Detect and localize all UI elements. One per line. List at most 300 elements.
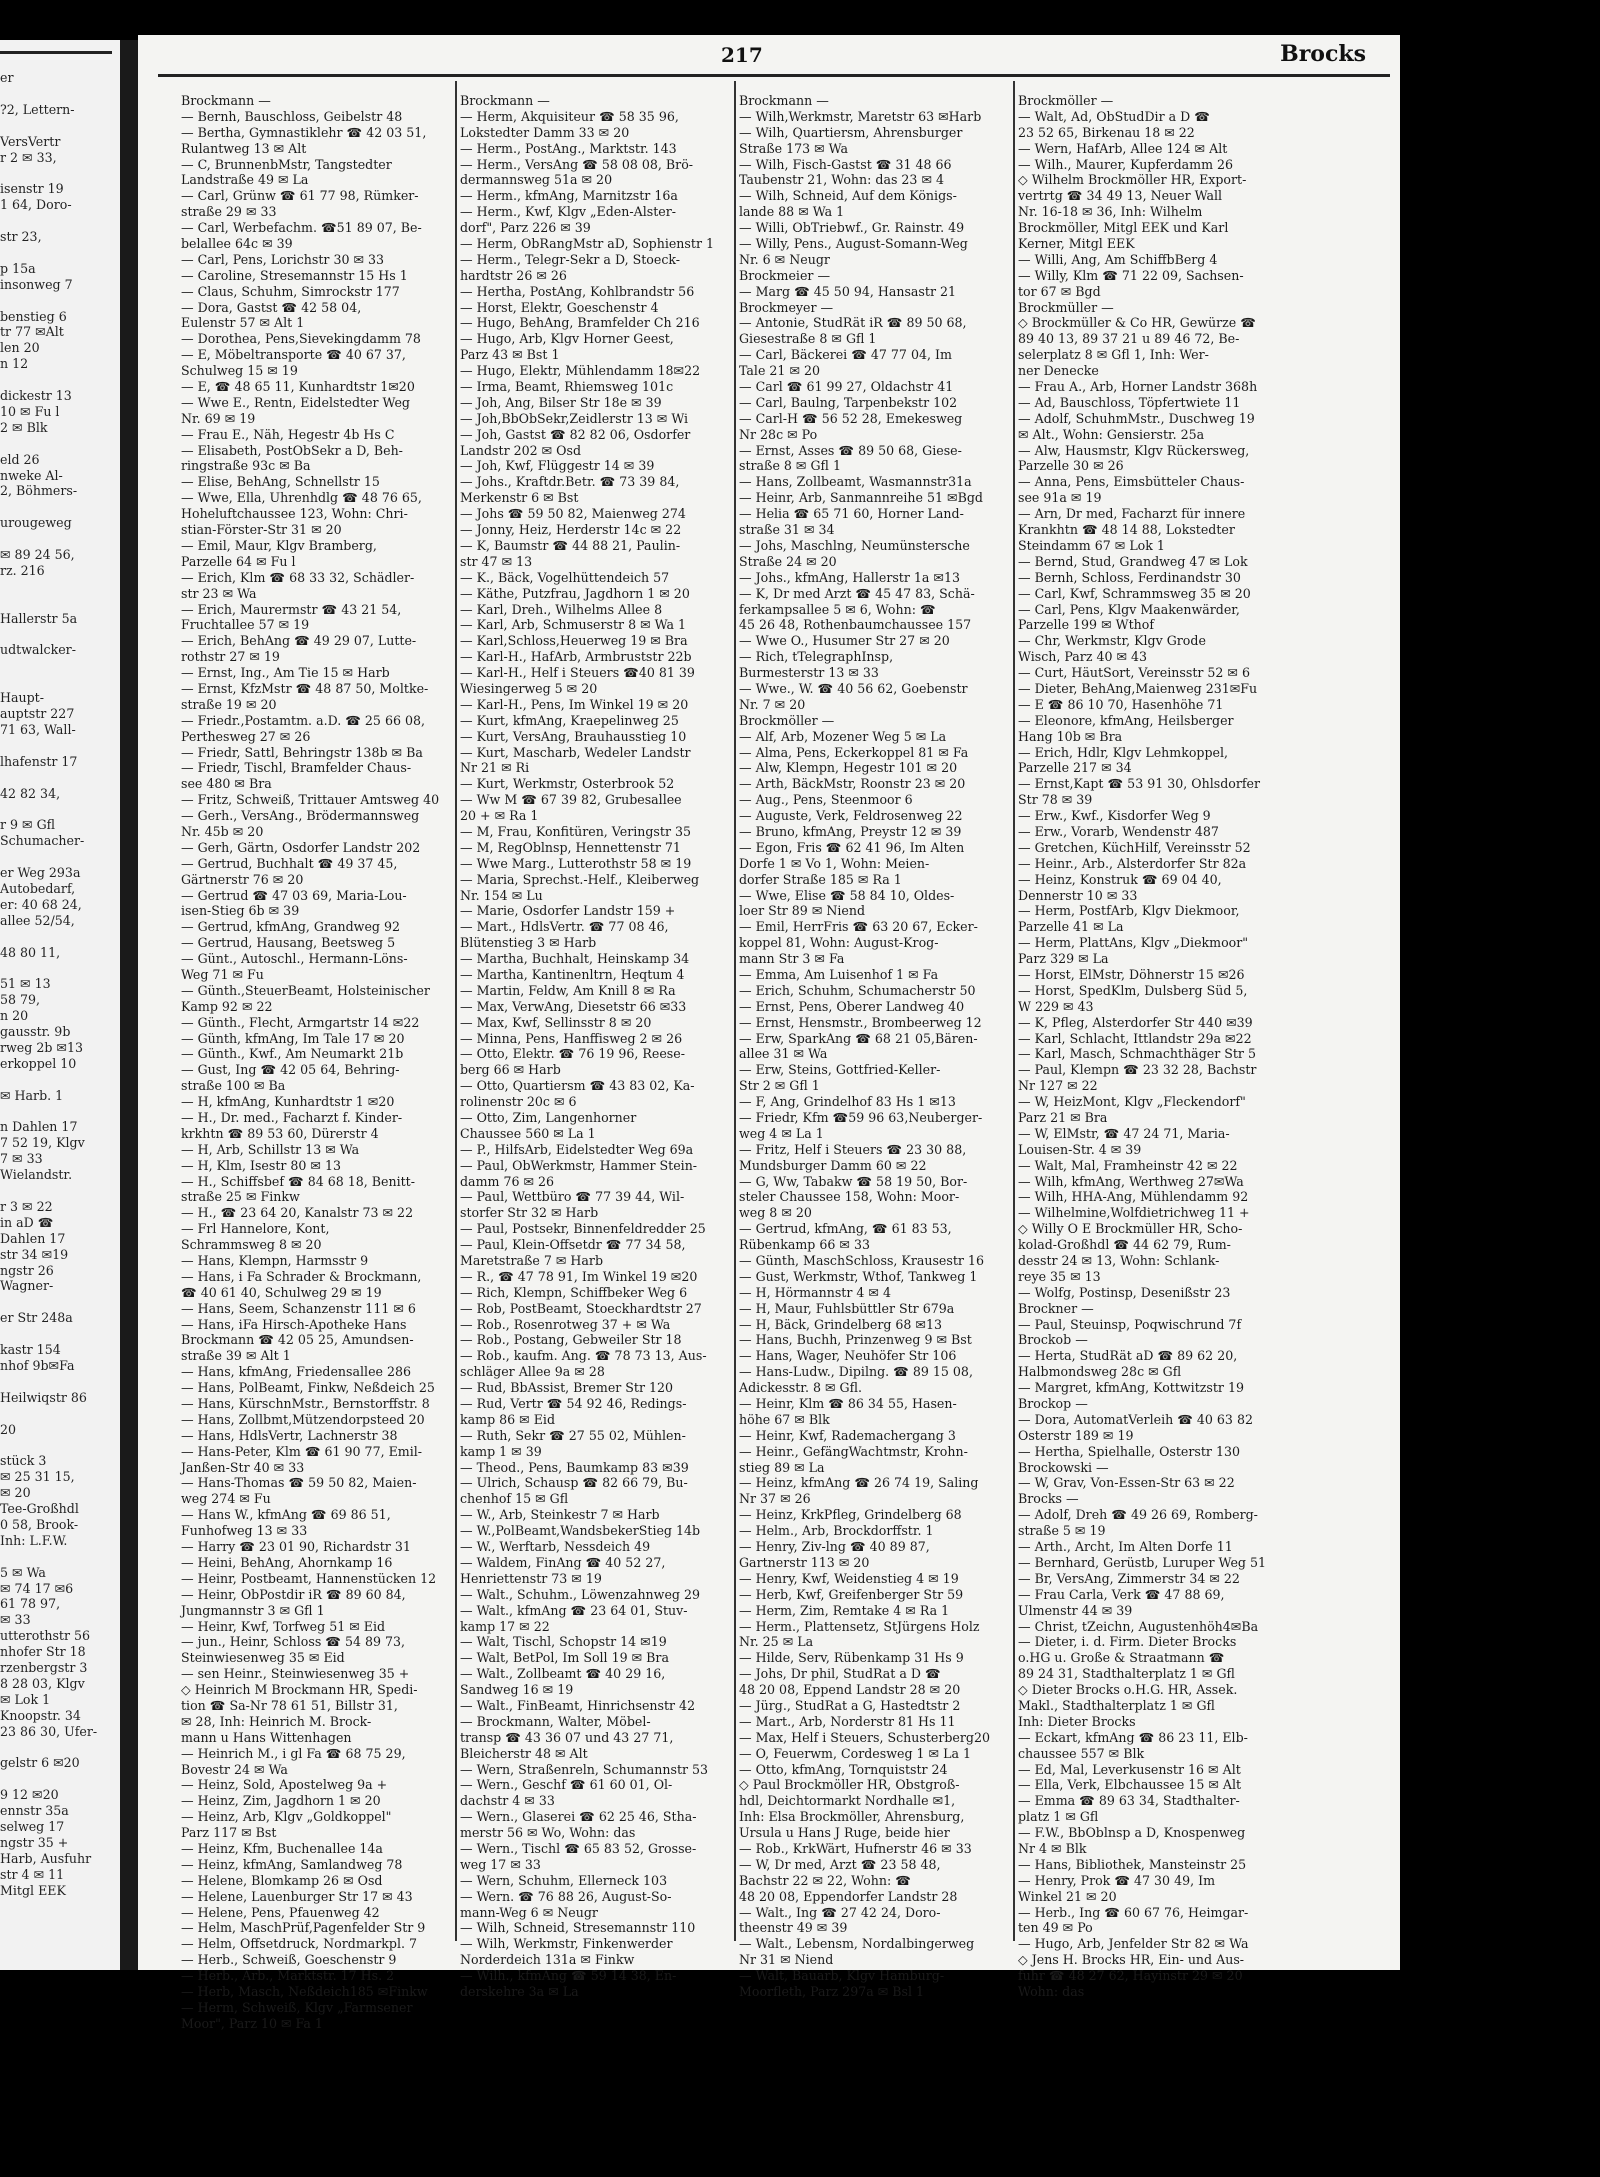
previous-page-line: n Dahlen 17 [0,1119,78,1135]
directory-entry-line: — Carl, Pens, Klgv Maakenwärder, [1018,601,1240,617]
directory-entry-line: Brockmeier — [739,267,831,283]
directory-entry-line: — K., Bäck, Vogelhüttendeich 57 [460,569,670,585]
previous-page-line: urougeweg [0,515,72,531]
directory-entry-line: — H, Bäck, Grindelberg 68 ✉13 [739,1316,943,1332]
previous-page-line: str 34 ✉19 [0,1246,69,1262]
directory-entry-line: — Henry, Kwf, Weidenstieg 4 ✉ 19 [739,1570,959,1586]
previous-page-line: len 20 [0,340,40,356]
directory-entry-line: — Gertrud, Hausang, Beetsweg 5 [181,935,396,951]
directory-entry-line: straße 19 ✉ 20 [181,696,277,712]
directory-entry-line: — Hertha, PostAng, Kohlbrandstr 56 [460,283,695,299]
directory-entry-line: — Bernh, Schloss, Ferdinandstr 30 [1018,569,1241,585]
previous-page-line: r 9 ✉ Gfl [0,817,56,833]
directory-entry-line: — Ulrich, Schausp ☎ 82 66 79, Bu- [460,1475,688,1491]
directory-column-4 [1018,93,1290,2000]
previous-page-line: Autobedarf, [0,880,76,896]
directory-entry-line: Weg 71 ✉ Fu [181,966,264,982]
directory-entry-line: Eulenstr 57 ✉ Alt 1 [181,315,305,331]
directory-entry-line: Straße 173 ✉ Wa [739,140,849,156]
directory-entry-line: weg 8 ✉ 20 [739,1205,812,1221]
directory-entry-line: Schulweg 15 ✉ 19 [181,363,298,379]
directory-entry-line: — Ella, Verk, Elbchaussee 15 ✉ Alt [1018,1777,1242,1793]
directory-entry-line: — Wilh, Fisch-Gastst ☎ 31 48 66 [739,156,952,172]
directory-entry-line: — Karl, Schlacht, Ittlandstr 29a ✉22 [1018,1030,1252,1046]
directory-entry-line: — G, Ww, Tabakw ☎ 58 19 50, Bor- [739,1173,968,1189]
previous-page-line: udtwalcker- [0,642,76,658]
directory-entry-line: — Günth.,SteuerBeamt, Holsteinischer [181,982,430,998]
directory-entry-line: — Heinz, kfmAng ☎ 26 74 19, Saling [739,1475,979,1491]
directory-entry-line: stieg 89 ✉ La [739,1459,825,1475]
directory-entry-line: storfer Str 32 ✉ Harb [460,1205,599,1221]
directory-entry-line: Burmesterstr 13 ✉ 33 [739,665,879,681]
directory-entry-line: — Walt., kfmAng ☎ 23 64 01, Stuv- [460,1602,688,1618]
directory-entry-line: — Ernst, Asses ☎ 89 50 68, Giese- [739,442,962,458]
directory-entry-line: str 47 ✉ 13 [460,553,533,569]
column-divider [1013,81,1015,1941]
directory-entry-line: — Hans-Ludw., Dipilng. ☎ 89 15 08, [739,1364,973,1380]
directory-entry-line: — Wern, HafArb, Allee 124 ✉ Alt [1018,140,1228,156]
directory-entry-line: — Heinrich M., i gl Fa ☎ 68 75 29, [181,1745,406,1761]
directory-entry-line: Wisch, Parz 40 ✉ 43 [1018,649,1148,665]
directory-entry-line: Dennerstr 10 ✉ 33 [1018,887,1138,903]
directory-entry-line: — Herm, PlattAns, Klgv „Diekmoor" [1018,935,1249,951]
directory-entry-line: weg 17 ✉ 33 [460,1856,541,1872]
directory-entry-line: merstr 56 ✉ Wo, Wohn: das [460,1825,636,1841]
directory-entry-line: — Arth, BäckMstr, Roonstr 23 ✉ 20 [739,776,966,792]
directory-entry-line: — Hertha, Spielhalle, Osterstr 130 [1018,1443,1240,1459]
directory-entry-line: straße 100 ✉ Ba [181,1078,286,1094]
directory-entry-line: — Adolf, Dreh ☎ 49 26 69, Romberg- [1018,1507,1258,1523]
directory-entry-line: — Helm, Offsetdruck, Nordmarkpl. 7 [181,1936,418,1952]
directory-entry-line: Brockmann — [739,93,829,108]
directory-entry-line: Wohn: das [1018,1983,1085,1999]
directory-entry-line: — Wern., Tischl ☎ 65 83 52, Grosse- [460,1840,697,1856]
directory-entry-line: Rübenkamp 66 ✉ 33 [739,1237,870,1253]
directory-entry-line: 89 24 31, Stadthalterplatz 1 ✉ Gfl [1018,1666,1235,1682]
previous-page-line: er: 40 68 24, [0,896,82,912]
directory-entry-line: Mundsburger Damm 60 ✉ 22 [739,1157,927,1173]
directory-entry-line: — Gertrud, kfmAng, Grandweg 92 [181,919,400,935]
directory-entry-line: — Max, Helf i Steuers, Schusterberg20 [739,1729,990,1745]
directory-entry-line: — Walt., Ing ☎ 27 42 24, Doro- [739,1904,941,1920]
directory-entry-line: Brockmöller — [739,712,835,728]
directory-entry-line: loer Str 89 ✉ Niend [739,903,866,919]
directory-entry-line: — Carl, Baulng, Tarpenbekstr 102 [739,394,958,410]
directory-entry-line: ◇ Dieter Brocks o.H.G. HR, Assek. [1018,1682,1238,1698]
previous-page-line: tr 77 ✉Alt [0,324,64,340]
directory-entry-line: mann-Weg 6 ✉ Neugr [460,1904,598,1920]
directory-entry-line: — Henry, Prok ☎ 47 30 49, Im [1018,1872,1216,1888]
directory-entry-line: Hoheluftchaussee 123, Wohn: Chri- [181,506,408,522]
directory-entry-line: — Friedr, Tischl, Bramfelder Chaus- [181,760,412,776]
directory-entry-line: — Hans, PolBeamt, Finkw, Neßdeich 25 [181,1380,435,1396]
directory-entry-line: — Chr, Werkmstr, Klgv Grode [1018,633,1206,649]
directory-entry-line: — Otto, kfmAng, Tornquiststr 24 [739,1761,948,1777]
directory-entry-line: kamp 17 ✉ 22 [460,1618,550,1634]
directory-entry-line: lande 88 ✉ Wa 1 [739,204,845,220]
directory-entry-line: — Wilh, Schneid, Auf dem Königs- [739,188,957,204]
directory-entry-line: — Hans-Thomas ☎ 59 50 82, Maien- [181,1475,417,1491]
directory-entry-line: — Kurt, Mascharb, Wedeler Landstr [460,744,691,760]
running-head: Brocks [1280,41,1366,67]
directory-entry-line: — Karl-H., Helf i Steuers ☎40 81 39 [460,665,695,681]
directory-entry-line: Ulmenstr 44 ✉ 39 [1018,1602,1133,1618]
directory-entry-line: krkhtn ☎ 89 53 60, Dürerstr 4 [181,1125,379,1141]
previous-page-line: ennstr 35a [0,1803,69,1819]
previous-page-rule [0,51,112,54]
directory-entry-line: — Jonny, Heiz, Herderstr 14c ✉ 22 [460,522,682,538]
directory-entry-line: — Gerh., VersAng., Brödermannsweg [181,808,420,824]
directory-entry-line: Adickesstr. 8 ✉ Gfl. [739,1380,862,1396]
previous-page-line: ✉ 33 [0,1612,31,1628]
directory-entry-line: — Maria, Sprechst.-Helf., Kleiberweg [460,871,700,887]
directory-entry-line: Merkenstr 6 ✉ Bst [460,490,579,506]
directory-entry-line: ner Denecke [1018,363,1099,379]
directory-entry-line: Kerner, Mitgl EEK [1018,236,1135,252]
directory-entry-line: — K, Dr med Arzt ☎ 45 47 83, Schä- [739,585,975,601]
directory-entry-line: — Alma, Pens, Eckerkoppel 81 ✉ Fa [739,744,969,760]
directory-entry-line: — Heinz, kfmAng, Samlandweg 78 [181,1856,403,1872]
directory-entry-line: Krankhtn ☎ 48 14 88, Lokstedter [1018,522,1235,538]
previous-page-line: VersVertr [0,133,61,149]
directory-entry-line: — M, RegOblnsp, Hennettenstr 71 [460,839,681,855]
directory-entry-line: Brockob — [1018,1332,1088,1348]
directory-entry-line: hdl, Deichtormarkt Nordhalle ✉1, [739,1793,956,1809]
directory-entry-line: — W., Werftarb, Nessdeich 49 [460,1539,651,1555]
directory-entry-line: Janßen-Str 40 ✉ 33 [181,1459,305,1475]
directory-entry-line: ten 49 ✉ Po [1018,1920,1093,1936]
directory-entry-line: — Karl-H., Pens, Im Winkel 19 ✉ 20 [460,696,689,712]
directory-entry-line: — Rud, BbAssist, Bremer Str 120 [460,1380,674,1396]
directory-entry-line: Brockmann — [460,93,550,108]
directory-entry-line: Brockmann ☎ 42 05 25, Amundsen- [181,1332,414,1348]
directory-entry-line: — Willi, ObTriebwf., Gr. Rainstr. 49 [739,220,965,236]
directory-entry-line: — W, Grav, Von-Essen-Str 63 ✉ 22 [1018,1475,1235,1491]
directory-entry-line: Bovestr 24 ✉ Wa [181,1761,288,1777]
directory-entry-line: Fruchtallee 57 ✉ 19 [181,617,310,633]
directory-entry-line: — Carl, Werbefachm. ☎51 89 07, Be- [181,220,422,236]
directory-entry-line: Brockowski — [1018,1459,1109,1475]
directory-entry-line: — Herm, Zim, Remtake 4 ✉ Ra 1 [739,1602,950,1618]
directory-entry-line: 20 + ✉ Ra 1 [460,808,539,824]
previous-page-line: nhofer Str 18 [0,1644,86,1660]
previous-page-line: ✉ Lok 1 [0,1691,51,1707]
previous-page-line: Harb, Ausfuhr [0,1850,92,1866]
directory-entry-line: — Walt., Schuhm., Löwenzahnweg 29 [460,1586,700,1602]
previous-page-line: 8 28 03, Klgv [0,1675,85,1691]
directory-entry-line: — Kurt, kfmAng, Kraepelinweg 25 [460,712,679,728]
previous-page-line: stück 3 [0,1453,47,1469]
directory-entry-line: stian-Förster-Str 31 ✉ 20 [181,522,342,538]
directory-entry-line: Taubenstr 21, Wohn: das 23 ✉ 4 [739,172,945,188]
directory-entry-line: 89 40 13, 89 37 21 u 89 46 72, Be- [1018,331,1240,347]
directory-entry-line: — Emma, Am Luisenhof 1 ✉ Fa [739,966,939,982]
directory-entry-line: — Heinr, Postbeamt, Hannenstücken 12 [181,1570,437,1586]
directory-entry-line: — Herm, ObRangMstr aD, Sophienstr 1 [460,236,714,252]
directory-entry-line: — Hans, Seem, Schanzenstr 111 ✉ 6 [181,1300,416,1316]
directory-column-2 [460,93,732,2000]
directory-entry-line: — W, Dr med, Arzt ☎ 23 58 48, [739,1856,941,1872]
directory-entry-line: — Margret, kfmAng, Kottwitzstr 19 [1018,1380,1244,1396]
directory-entry-line: — Willy, Pens., August-Somann-Weg [739,236,968,252]
directory-entry-line: Ursula u Hans J Ruge, beide hier [739,1825,950,1841]
directory-entry-line: — W., Arb, Steinkestr 7 ✉ Harb [460,1507,660,1523]
previous-page-line: selweg 17 [0,1819,65,1834]
directory-entry-line: Tale 21 ✉ 20 [739,363,821,379]
previous-page-line: utterothstr 56 [0,1628,91,1644]
previous-page-line: Heilwiqstr 86 [0,1389,87,1405]
directory-entry-line: — Karl, Arb, Schmuserstr 8 ✉ Wa 1 [460,617,687,633]
directory-entry-line: W 229 ✉ 43 [1018,998,1094,1014]
directory-entry-line: — Gerh, Gärtn, Osdorfer Landstr 202 [181,839,421,855]
previous-page-line: gelstr 6 ✉20 [0,1755,80,1771]
directory-entry-line: — Walt, BetPol, Im Soll 19 ✉ Bra [460,1650,669,1666]
previous-page-line: Wielandstr. [0,1167,73,1183]
previous-page-line: rzenbergstr 3 [0,1660,88,1675]
directory-entry-line: — Wwe Marg., Lutterothstr 58 ✉ 19 [460,855,692,871]
previous-page-line: auptstr 227 [0,706,75,721]
directory-entry-line: — Fritz, Schweiß, Trittauer Amtsweg 40 [181,792,440,808]
directory-entry-line: — Bernd, Stud, Grandweg 47 ✉ Lok [1018,553,1248,569]
previous-page-line: ✉ 89 24 56, [0,547,75,562]
directory-entry-line: Brockner — [1018,1300,1094,1316]
directory-entry-line: — H, kfmAng, Kunhardtstr 1 ✉20 [181,1094,395,1110]
directory-entry-line: — Rich, Klempn, Schiffbeker Weg 6 [460,1284,688,1300]
directory-entry-line: — Helm., Arb, Brockdorffstr. 1 [739,1523,934,1539]
directory-entry-line: straße 39 ✉ Alt 1 [181,1348,291,1364]
directory-entry-line: Blütenstieg 3 ✉ Harb [460,935,597,951]
previous-page-line: Knoopstr. 34 [0,1707,81,1723]
directory-entry-line: — Alf, Arb, Mozener Weg 5 ✉ La [739,728,947,744]
directory-entry-line: — Gertrud ☎ 47 03 69, Maria-Lou- [181,887,407,903]
directory-entry-line: — Auguste, Verk, Feldrosenweg 22 [739,808,963,824]
directory-entry-line: Parzelle 41 ✉ La [1018,919,1124,935]
directory-entry-line: — Egon, Fris ☎ 62 41 96, Im Alten [739,839,965,855]
directory-entry-line: — Irma, Beamt, Rhiemsweg 101c [460,379,674,395]
directory-entry-line: — Fritz, Helf i Steuers ☎ 23 30 88, [739,1141,967,1157]
directory-entry-line: — Johs ☎ 59 50 82, Maienweg 274 [460,506,686,522]
directory-entry-line: straße 31 ✉ 34 [739,522,835,538]
directory-entry-line: — Heinr., GefängWachtmstr, Krohn- [739,1443,968,1459]
directory-entry-line: — Carl, Pens, Lorichstr 30 ✉ 33 [181,251,385,267]
directory-entry-line: — Herm., PostAng., Marktstr. 143 [460,140,677,156]
directory-entry-line: — Hans, Buchh, Prinzenweg 9 ✉ Bst [739,1332,972,1348]
directory-entry-line: — Otto, Elektr. ☎ 76 19 96, Reese- [460,1046,685,1062]
directory-entry-line: Nr. 154 ✉ Lu [460,887,543,903]
directory-entry-line: — Johs, Dr phil, StudRat a D ☎ [739,1666,941,1682]
directory-entry-line: — E, ☎ 48 65 11, Kunhardtstr 1✉20 [181,379,415,395]
directory-entry-line: steler Chaussee 158, Wohn: Moor- [739,1189,960,1205]
directory-entry-line: — Br, VersAng, Zimmerstr 34 ✉ 22 [1018,1570,1240,1586]
previous-page-line: ✉ 25 31 15, [0,1469,75,1485]
directory-entry-line: ◇ Willy O E Brockmüller HR, Scho- [1018,1221,1243,1237]
previous-page-line: er [0,70,14,85]
directory-entry-line: — Johs, Maschlng, Neumünstersche [739,537,970,553]
directory-entry-line: dorfer Straße 185 ✉ Ra 1 [739,871,902,887]
directory-entry-line: desstr 24 ✉ 13, Wohn: Schlank- [1018,1253,1220,1269]
directory-entry-line: reye 35 ✉ 13 [1018,1268,1101,1284]
directory-entry-line: rothstr 27 ✉ 19 [181,649,280,665]
directory-entry-line: — Christ, tZeichn, Augustenhöh4✉Ba [1018,1618,1259,1634]
directory-entry-line: — Friedr, Sattl, Behringstr 138b ✉ Ba [181,744,423,760]
directory-entry-line: — Herta, StudRät aD ☎ 89 62 20, [1018,1348,1238,1364]
directory-entry-line: — Wern., Glaserei ☎ 62 25 46, Stha- [460,1809,697,1825]
directory-entry-line: ringstraße 93c ✉ Ba [181,458,311,474]
directory-entry-line: — Gretchen, KüchHilf, Vereinsstr 52 [1018,839,1251,855]
directory-entry-line: — jun., Heinr, Schloss ☎ 54 89 73, [181,1634,406,1650]
directory-entry-line: — Herm., kfmAng, Marnitzstr 16a [460,188,678,204]
previous-page-line: ngstr 35 + [0,1834,69,1850]
directory-entry-line: Parz 329 ✉ La [1018,951,1109,967]
directory-entry-line: Maretstraße 7 ✉ Harb [460,1253,604,1269]
previous-page-line: ?2, Lettern- [0,101,75,117]
previous-page-line: erkoppel 10 [0,1055,77,1071]
directory-entry-line: — Paul, ObWerkmstr, Hammer Stein- [460,1157,698,1173]
directory-entry-line: Parzelle 217 ✉ 34 [1018,760,1132,776]
directory-entry-line: — Helene, Pens, Pfauenweg 42 [181,1904,380,1920]
directory-entry-line: — Kurt, VersAng, Brauhausstieg 10 [460,728,687,744]
directory-entry-line: — Erw., Kwf., Kisdorfer Weg 9 [1018,808,1211,824]
directory-entry-line: — Dorothea, Pens,Sievekingdamm 78 [181,331,421,347]
directory-entry-line: Nr 31 ✉ Niend [739,1952,834,1968]
directory-entry-line: Jungmannstr 3 ✉ Gfl 1 [181,1602,325,1618]
directory-entry-line: Str 78 ✉ 39 [1018,792,1093,808]
directory-entry-line: — Wilh, HHA-Ang, Mühlendamm 92 [1018,1189,1249,1205]
directory-entry-line: — Wilh., kfmAng ☎ 59 14 38, En- [460,1968,677,1984]
directory-entry-line: Brockmöller — [1018,93,1114,108]
previous-page-line: eld 26 [0,451,40,467]
directory-entry-line: kolad-Großhdl ☎ 44 62 79, Rum- [1018,1237,1231,1253]
previous-page-line: n 12 [0,356,29,372]
directory-entry-line: weg 274 ✉ Fu [181,1491,271,1507]
directory-entry-line: — Adolf, SchuhmMstr., Duschweg 19 [1018,410,1255,426]
directory-entry-line: — Martha, Kantinenltrn, Heqtum 4 [460,966,685,982]
directory-entry-line: Nr. 45b ✉ 20 [181,823,264,839]
directory-entry-line: koppel 81, Wohn: August-Krog- [739,935,939,951]
directory-entry-line: — Carl, Bäckerei ☎ 47 77 04, Im [739,347,952,363]
directory-entry-line: — Max, VerwAng, Diesetstr 66 ✉33 [460,998,687,1014]
directory-entry-line: Straße 24 ✉ 20 [739,553,837,569]
directory-entry-line: — Elise, BehAng, Schnellstr 15 [181,474,380,490]
previous-page-line: rz. 216 [0,562,45,578]
directory-entry-line: Funhofweg 13 ✉ 33 [181,1523,308,1539]
directory-entry-line: — Heini, BehAng, Ahornkamp 16 [181,1554,393,1570]
directory-entry-line: — Heinr., Arb., Alsterdorfer Str 82a [1018,855,1247,871]
directory-entry-line: mann Str 3 ✉ Fa [739,951,845,967]
directory-entry-line: — H., ☎ 23 64 20, Kanalstr 73 ✉ 22 [181,1205,414,1221]
directory-entry-line: — Paul, Postsekr, Binnenfeldredder 25 [460,1221,706,1237]
directory-entry-line: — Rob., Rosenrotweg 37 + ✉ Wa [460,1316,671,1332]
directory-entry-line: — Karl, Masch, Schmachthäger Str 5 [1018,1046,1256,1062]
directory-entry-line: ◇ Wilhelm Brockmöller HR, Export- [1018,172,1247,188]
directory-entry-line: — Friedr, Kfm ☎59 96 63,Neuberger- [739,1110,983,1125]
directory-entry-line: Norderdeich 131a ✉ Finkw [460,1952,635,1968]
directory-entry-line: — Heinr, Arb, Sanmannreihe 51 ✉Bgd [739,490,983,506]
directory-column-3 [739,93,1011,2000]
directory-entry-line: vertrtg ☎ 34 49 13, Neuer Wall [1018,188,1223,204]
directory-entry-line: straße 5 ✉ 19 [1018,1523,1106,1539]
directory-entry-line: — Bertha, Gymnastiklehr ☎ 42 03 51, [181,124,427,140]
directory-entry-line: Brockop — [1018,1396,1088,1412]
directory-entry-line: Perthesweg 27 ✉ 26 [181,728,311,744]
previous-page-line: n 20 [0,1008,29,1024]
directory-entry-line: — Erich, BehAng ☎ 49 29 07, Lutte- [181,633,417,649]
directory-entry-line: — Carl-H ☎ 56 52 28, Emekesweg [739,410,963,426]
directory-entry-line: — Wilh, Werkmstr, Finkenwerder [460,1936,673,1952]
previous-page-line: dickestr 13 [0,388,72,403]
directory-entry-line: Schrammsweg 8 ✉ 20 [181,1237,322,1253]
previous-page-line: r 2 ✉ 33, [0,149,57,165]
directory-column-1 [181,93,453,2032]
directory-entry-line: — Hugo, Arb, Klgv Horner Geest, [460,331,674,347]
directory-entry-line: theenstr 49 ✉ 39 [739,1920,848,1936]
directory-entry-line: Nr 21 ✉ Ri [460,760,530,776]
directory-entry-line: — K, Baumstr ☎ 44 88 21, Paulin- [460,537,681,553]
directory-entry-line: Lokstedter Damm 33 ✉ 20 [460,124,630,140]
directory-entry-line: — Hans, Zollbeamt, Wasmannstr31a [739,474,972,490]
directory-page [138,35,1400,2031]
directory-entry-line: Parzelle 30 ✉ 26 [1018,458,1124,474]
directory-entry-line: — Wilh, Quartiersm, Ahrensburger [739,124,963,140]
directory-entry-line: — Herb, Kwf, Greifenberger Str 59 [739,1586,964,1602]
directory-entry-line: — Emma ☎ 89 63 34, Stadthalter- [1018,1793,1240,1809]
directory-entry-line: — Alw, Klempn, Hegestr 101 ✉ 20 [739,760,958,776]
previous-page-line: nhof 9b✉Fa [0,1357,75,1373]
directory-entry-line: — Emil, HerrFris ☎ 63 20 67, Ecker- [739,919,978,935]
directory-entry-line: — Carl, Grünw ☎ 61 77 98, Rümker- [181,188,419,204]
directory-entry-line: Nr 127 ✉ 22 [1018,1078,1098,1094]
directory-entry-line: Wiesingerweg 5 ✉ 20 [460,680,598,696]
directory-entry-line: — Dora, Gastst ☎ 42 58 04, [181,299,362,315]
directory-entry-line: Steindamm 67 ✉ Lok 1 [1018,537,1165,553]
directory-entry-line: — C, BrunnenbMstr, Tangstedter [181,156,392,172]
previous-page-line: Dahlen 17 [0,1230,66,1246]
directory-entry-line: — Wern, Straßenreln, Schumannstr 53 [460,1761,709,1777]
directory-entry-line: — Heinr, Kwf, Torfweg 51 ✉ Eid [181,1618,386,1634]
directory-entry-line: — Heinz, Arb, Klgv „Goldkoppel" [181,1809,392,1825]
directory-entry-line: — Jürg., StudRat a G, Hastedtstr 2 [739,1697,961,1713]
directory-entry-line: str 23 ✉ Wa [181,585,257,601]
directory-entry-line: — Wern, Schuhm, Ellerneck 103 [460,1872,668,1888]
directory-entry-line: ◇ Heinrich M Brockmann HR, Spedi- [181,1682,418,1698]
directory-entry-line: — Heinz, Konstruk ☎ 69 04 40, [1018,871,1222,887]
directory-entry-line: — Wilh, kfmAng, Werthweg 27✉Wa [1018,1173,1244,1189]
directory-entry-line: allee 31 ✉ Wa [739,1046,828,1062]
previous-page-line: Haupt- [0,690,44,706]
previous-page-line: rweg 2b ✉13 [0,1039,83,1055]
directory-entry-line: — Minna, Pens, Hanffisweg 2 ✉ 26 [460,1030,683,1046]
directory-entry-line: — Rob., Postang, Gebweiler Str 18 [460,1332,682,1348]
directory-entry-line: berg 66 ✉ Harb [460,1062,561,1078]
directory-entry-line: Nr. 6 ✉ Neugr [739,251,830,267]
directory-entry-line: — Hugo, BehAng, Bramfelder Ch 216 [460,315,700,331]
directory-entry-line: — Erich, Schuhm, Schumacherstr 50 [739,982,976,998]
directory-entry-line: 45 26 48, Rothenbaumchaussee 157 [739,617,972,633]
directory-entry-line: — Paul, Steuinsp, Poqwischrund 7f [1018,1316,1242,1332]
directory-entry-line: — Erw., Vorarb, Wendenstr 487 [1018,823,1219,839]
directory-entry-line: belallee 64c ✉ 39 [181,236,293,252]
directory-entry-line: — Joh,BbObSekr,Zeidlerstr 13 ✉ Wi [460,410,689,426]
directory-entry-line: — Willy, Klm ☎ 71 22 09, Sachsen- [1018,267,1244,283]
previous-page-line: Inh: L.F.W. [0,1532,68,1548]
directory-entry-line: kamp 86 ✉ Eid [460,1411,556,1427]
directory-entry-line: schläger Allee 9a ✉ 28 [460,1364,605,1380]
directory-entry-line: Nr 37 ✉ 26 [739,1491,811,1507]
directory-entry-line: Landstraße 49 ✉ La [181,172,309,188]
directory-entry-line: — Günth, kfmAng, Im Tale 17 ✉ 20 [181,1030,405,1046]
book-gutter [120,40,138,1970]
directory-entry-line: — M, Frau, Konfitüren, Veringstr 35 [460,823,691,839]
